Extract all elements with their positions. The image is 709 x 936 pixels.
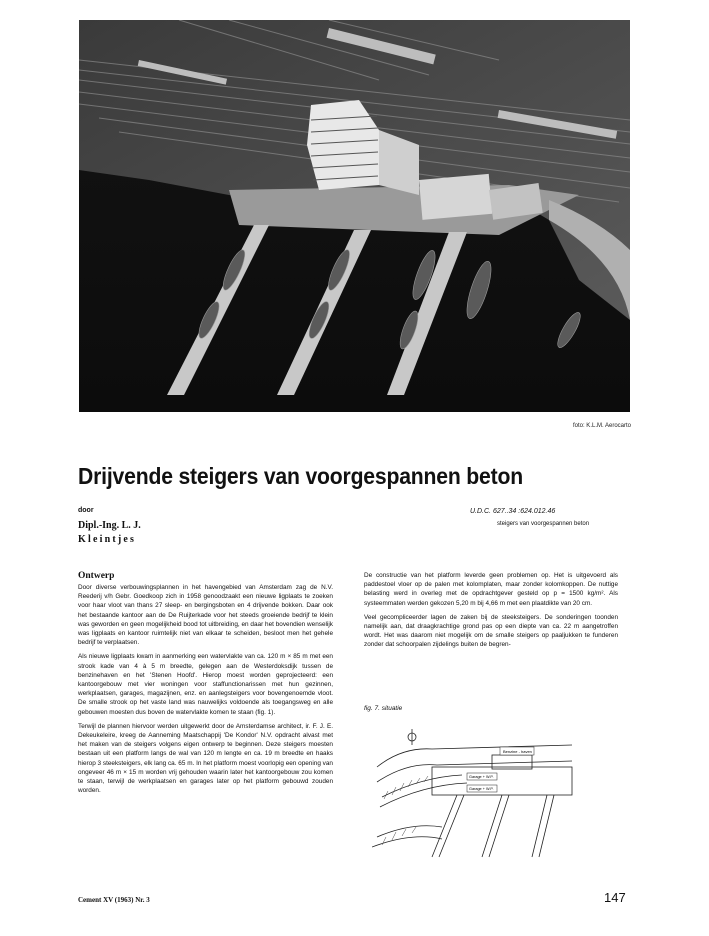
figure-label: Garage + W.P.	[469, 775, 494, 779]
right-column	[364, 571, 618, 655]
paragraph: Door diverse verbouwingsplannen in het havengebied van Amsterdam zag de N.V. Reederij v/h Gebr. Goedkoop zich in 1958 genoodzaakt een nieuwe ligplaats te zoeken voor haar vloot van thans 27 sleep- en bergingsboten en 4 drijvende bokken. Daar ook het bestaande kantoor aan de De Ruijterkade voor het steeds groeiende bedrijf te klein was geworden en geen mogelijkheid bood tot uitbreiding, en daar het bovendien wenselijk was ligplaats en kantoor ruimtelijk niet van elkaar te scheiden, besloot men het gehele bedrijf te verplaatsen.	[78, 584, 333, 647]
figure-caption: fig. 7. situatie	[364, 705, 403, 712]
article-title: Drijvende steigers van voorgespannen beton	[78, 463, 523, 489]
page-number: 147	[604, 890, 626, 905]
left-column	[78, 583, 333, 800]
author-surname: Kleintjes	[78, 534, 137, 545]
paragraph: Veel gecompliceerder lagen de zaken bij de steeksteigers. De sonderingen toonden namelijk aan, dat draagkrachtige grond pas op een diepte van ca. 22 m aangetroffen wordt. Het was daarom niet mogelijk om de smalle steigers op paaljukken te funderen zonder dat schoorpalen zijdelings buiten de begren-	[364, 613, 618, 649]
paragraph: Als nieuwe ligplaats kwam in aanmerking een watervlakte van ca. 120 m × 85 m met een strook kade van 4 à 5 m breedte, gelegen aan de Westerdoksdijk tussen de benzinehaven en het 'Stenen Hoofd'. Hierop moest worden geprojecteerd: een kantoorgebouw met vier woningen voor staffunctionarissen met hun gezinnen, werkplaatsen, garages, magazijnen, enz. en aanlegsteigers voor bovengenoemde vloot. De smalle strook op het vaste land was nauwelijks voldoende als toegangsweg en alle gebouwen moesten dus boven de watervlakte komen te staan (fig. 1).	[78, 653, 333, 716]
paragraph: De constructie van het platform leverde geen problemen op. Het is uitgevoerd als paddestoel vloer op de palen met kolomplaten, maar zonder kolomkoppen. De nuttige belasting werd in overleg met de opdrachtgever gesteld op p = 1500 kg/m². Als systeemmaten werden gekozen 5,20 m bij 4,66 m met een plaatdikte van 20 cm.	[364, 572, 618, 607]
by-label: door	[78, 507, 94, 514]
keywords: steigers van voorgespannen beton	[497, 521, 590, 527]
figure-label: Benzine - haven	[503, 749, 532, 754]
udc-code: U.D.C. 627..34 :624.012.46	[470, 508, 556, 515]
situation-figure	[372, 727, 592, 865]
journal-reference: Cement XV (1963) Nr. 3	[78, 896, 150, 904]
figure-label: Garage + W.P.	[469, 787, 494, 791]
aerial-photo	[79, 20, 630, 412]
section-heading: Ontwerp	[78, 571, 115, 581]
author-name: Dipl.-Ing. L. J.	[78, 520, 141, 531]
photo-credit: foto: K.L.M. Aerocarto	[572, 423, 631, 429]
paragraph: Terwijl de plannen hiervoor werden uitgewerkt door de Amsterdamse architect, ir. F. J. E. Dekeukeleire, kreeg de Aanneming Maatschappij 'De Kondor' N.V. opdracht alvast met het maken van de steigers volgens eigen ontwerp te beginnen. Deze steigers moesten bestaan uit een platform langs de wal van 120 m lengte en ca. 19 m breedte en haaks hierop 3 steeksteigers, elk lang ca. 65 m. In het platform moest voorlopig een opening van ongeveer 46 m × 15 m worden vrij gehouden waarin later het kantoorgebouw zou komen te staan, terwijl de werkplaatsen en garages later op het platform gebouwd zouden worden.	[78, 722, 333, 795]
